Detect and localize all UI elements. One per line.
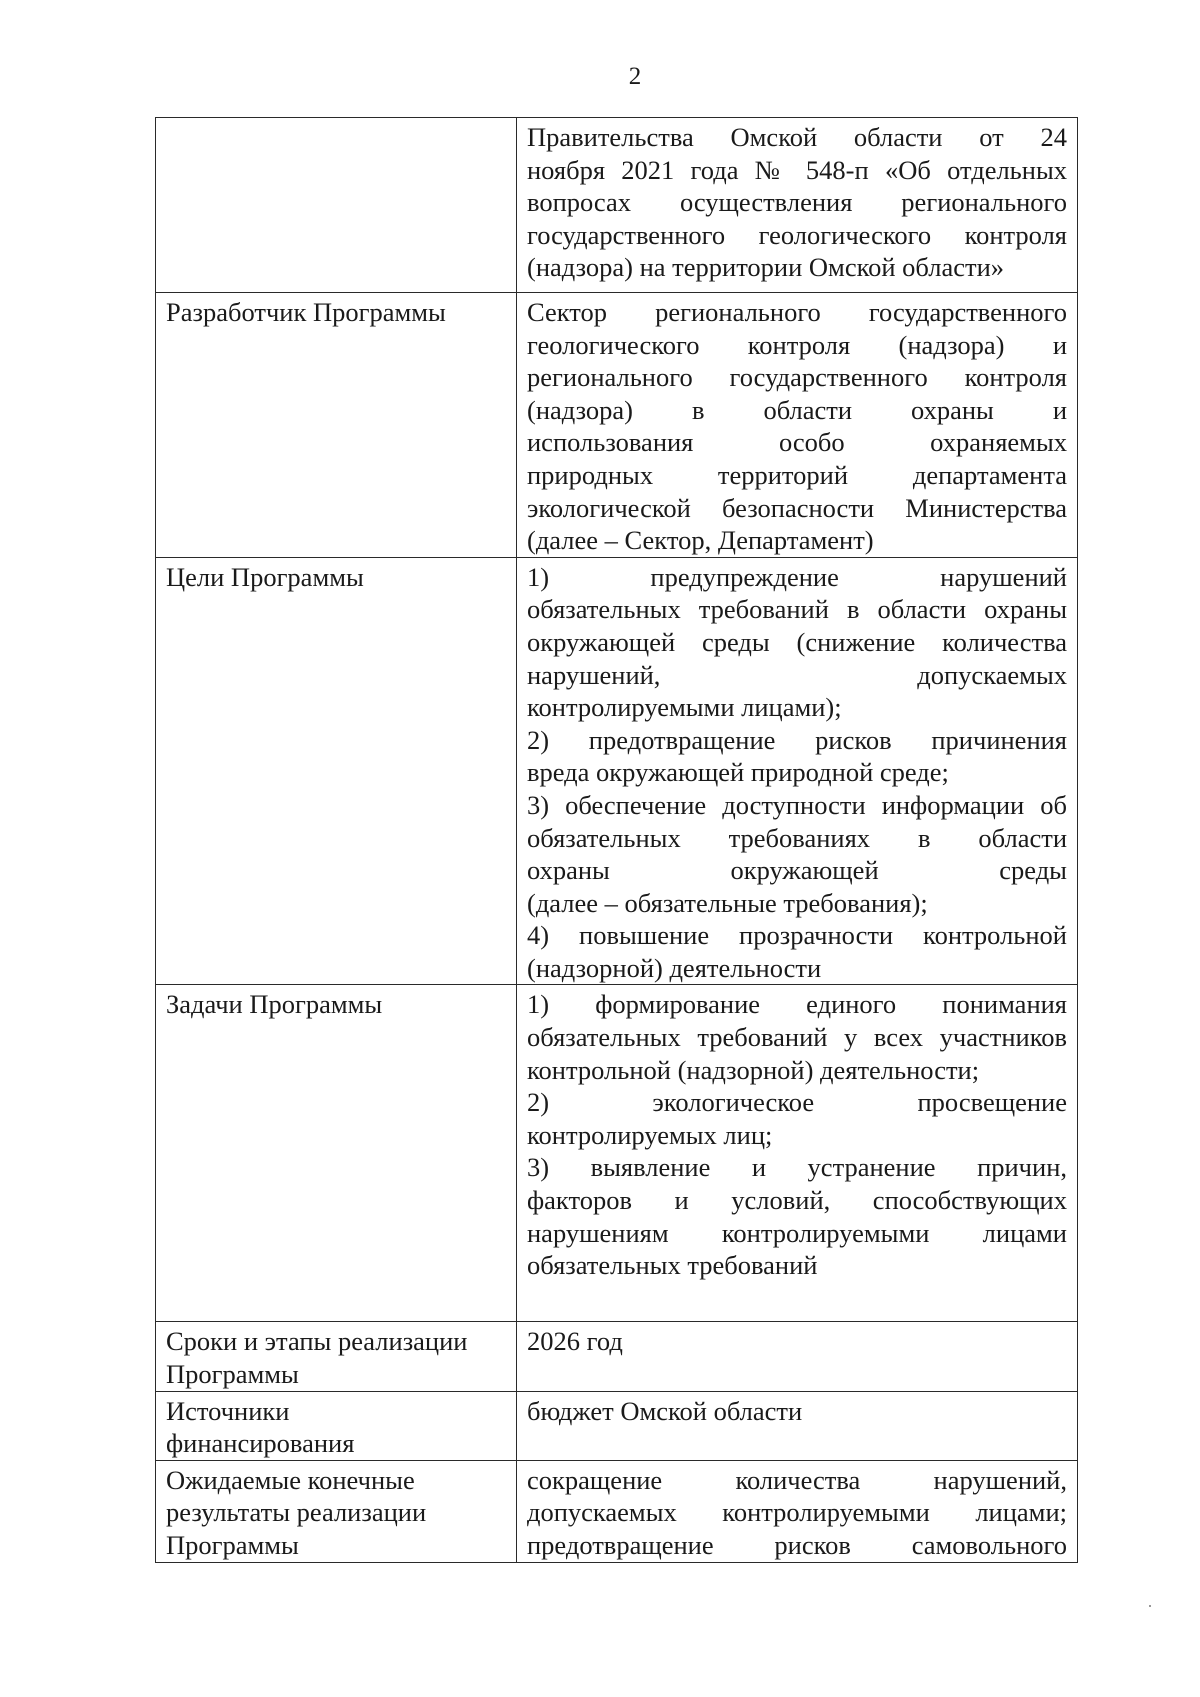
value-line: природных территорий департамента <box>527 459 1067 490</box>
value-line: Сектор регионального государственного <box>527 297 1067 327</box>
table-row <box>156 1460 1078 1562</box>
label-line: Программы <box>166 1359 299 1390</box>
row-label-goals: Цели Программы <box>156 557 517 985</box>
value-line: вреда окружающей природной среде; <box>527 757 949 788</box>
row-value-funding: бюджет Омской области <box>517 1391 1078 1460</box>
value-line: охраны окружающей среды <box>527 855 1067 886</box>
value-line: допускаемых контролируемыми лицами; <box>527 1497 1067 1528</box>
value-line: экологической безопасности Министерства <box>527 492 1067 523</box>
table-row <box>156 293 1078 558</box>
page-number: 2 <box>628 63 642 90</box>
value-line: (надзорной) деятельности <box>527 952 822 983</box>
program-passport-table <box>155 117 1078 1563</box>
value-line: Правительства Омской области от 24 <box>527 122 1067 152</box>
label-line: результаты реализации <box>166 1497 427 1528</box>
value-line: (далее – Сектор, Департамент) <box>527 525 874 556</box>
table-row <box>156 1391 1078 1460</box>
value-line: контролируемых лиц; <box>527 1119 773 1150</box>
value-line: 1) предупреждение нарушений <box>527 561 1067 592</box>
value-line: контрольной (надзорной) деятельности; <box>527 1054 980 1085</box>
value-line: сокращение количества нарушений, <box>527 1464 1067 1495</box>
row-label-expected-results <box>156 1460 517 1562</box>
row-value-tasks <box>517 985 1078 1322</box>
value-line: государственного геологического контроля <box>527 219 1067 250</box>
value-line: обязательных требований у всех участников <box>527 1022 1067 1053</box>
row-label-empty <box>156 118 517 293</box>
value-line: ноября 2021 года № 548-п «Об отдельных <box>527 154 1067 185</box>
value-line: 4) повышение прозрачности контрольной <box>527 920 1067 951</box>
value-line: геологического контроля (надзора) и <box>527 329 1067 360</box>
value-line: обязательных требований <box>527 1250 818 1281</box>
value-line: регионального государственного контроля <box>527 362 1067 393</box>
value-line: факторов и условий, способствующих <box>527 1185 1067 1216</box>
value-line: (далее – обязательные требования); <box>527 887 928 918</box>
row-value-timeline: 2026 год <box>517 1322 1078 1391</box>
value-line: контролируемыми лицами); <box>527 692 842 723</box>
row-label-funding <box>156 1391 517 1460</box>
row-value-goals <box>517 557 1078 985</box>
label-line: Источники <box>166 1395 290 1426</box>
value-line: 3) выявление и устранение причин, <box>527 1152 1067 1183</box>
value-line: (надзора) в области охраны и <box>527 394 1067 425</box>
label-line: Сроки и этапы реализации <box>166 1326 468 1357</box>
row-value-government-decree <box>517 118 1078 293</box>
row-label-developer: Разработчик Программы <box>156 293 517 558</box>
value-line: 2) экологическое просвещение <box>527 1087 1067 1118</box>
value-line: 2) предотвращение рисков причинения <box>527 724 1067 755</box>
table-row <box>156 1322 1078 1391</box>
row-value-developer <box>517 293 1078 558</box>
value-line: предотвращение рисков самовольного <box>527 1530 1067 1561</box>
table-row <box>156 557 1078 985</box>
label-line: Программы <box>166 1530 299 1561</box>
value-line: обязательных требований в области охраны <box>527 594 1067 625</box>
value-line: обязательных требованиях в области <box>527 822 1067 853</box>
value-line: (надзора) на территории Омской области» <box>527 252 1004 283</box>
table-row <box>156 118 1078 293</box>
value-line: 1) формирование единого понимания <box>527 989 1067 1020</box>
value-line: использования особо охраняемых <box>527 427 1067 458</box>
row-label-timeline <box>156 1322 517 1391</box>
value-line: вопросах осуществления регионального <box>527 187 1067 218</box>
scan-artifact <box>1149 1605 1151 1607</box>
row-label-tasks: Задачи Программы <box>156 985 517 1322</box>
value-line: 3) обеспечение доступности информации об <box>527 789 1067 820</box>
value-line: нарушениям контролируемыми лицами <box>527 1217 1067 1248</box>
label-line: финансирования <box>166 1428 355 1459</box>
value-line: окружающей среды (снижение количества <box>527 626 1067 657</box>
value-line: нарушений, допускаемых <box>527 659 1067 690</box>
label-line: Ожидаемые конечные <box>166 1464 415 1495</box>
row-value-expected-results <box>517 1460 1078 1562</box>
table-row <box>156 985 1078 1322</box>
